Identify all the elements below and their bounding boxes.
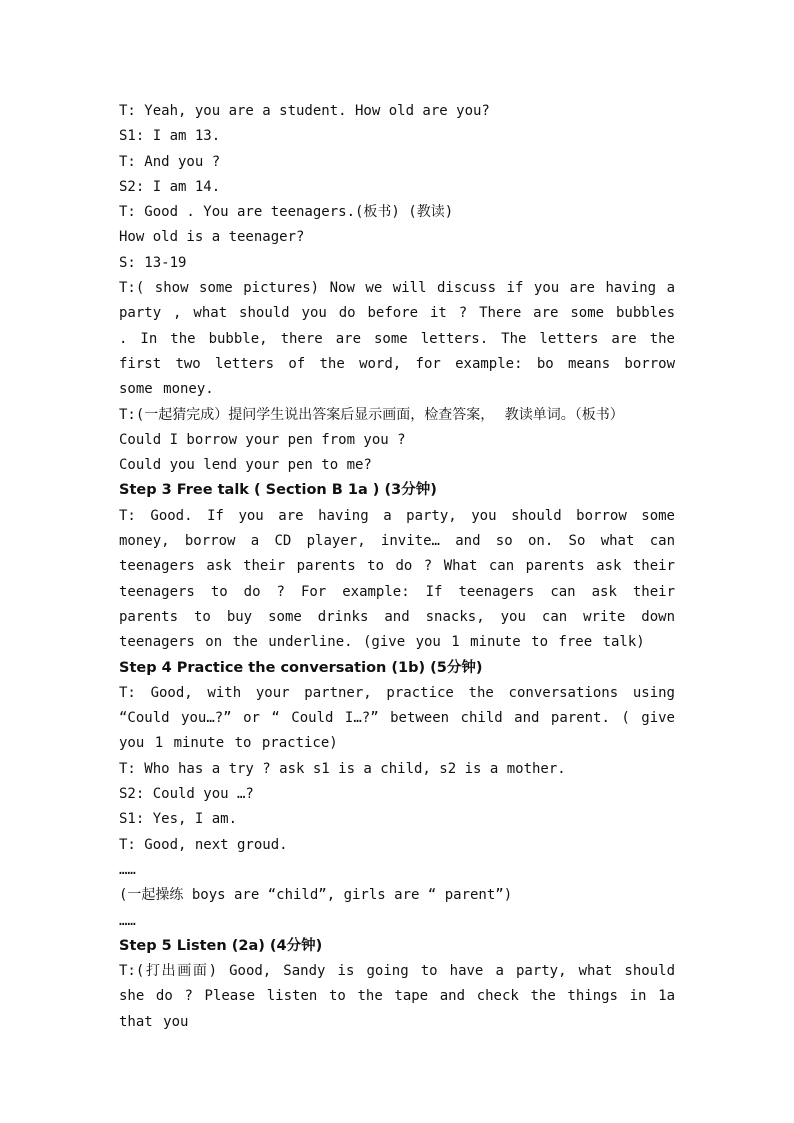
document-page [119,99,675,1035]
text-line: T: Yeah, you are a student. How old are you? [119,103,490,119]
paragraph-guess: T:(一起猜完成）提问学生说出答案后显示画面，检查答案， 教读单词。（板书） [119,406,624,423]
paragraph-bubbles: T:( show some pictures) Now we will discuss if you are having a party , what should you do before it ? There are some bubbles . In the bubble, there are some letters. The letters are the first two letters of the word, for example: bo means borrow some money. [119,280,675,398]
text-line: (一起操练 boys are “child”, girls are “ parent”) [119,887,513,904]
step4-heading: Step 4 Practice the conversation (1b) (5分钟) [119,659,483,676]
step3-heading: Step 3 Free talk ( Section B 1a ) (3分钟) [119,482,437,499]
text-line: S1: I am 13. [119,128,221,145]
ellipsis-line: …… [119,861,136,878]
text-line: T: Good . You are teenagers.(板书) (教读) [119,204,454,221]
text-line: S: 13-19 [119,254,187,271]
text-line: S1: Yes, I am. [119,811,238,828]
text-line: S2: Could you …? [119,786,254,803]
ellipsis-line: …… [119,912,136,929]
paragraph-practice: T: Good, with your partner, practice the conversations using “Could you…?” or “ Could I…?” between child and parent. ( give you 1 minute to practice) [119,684,675,752]
text-line: Could I borrow your pen from you ? [119,431,406,448]
text-line: T: Who has a try ? ask s1 is a child, s2 is a mother. [119,760,566,777]
step5-heading: Step 5 Listen (2a) (4分钟) [119,937,323,954]
paragraph-free-talk: T: Good. If you are having a party, you should borrow some money, borrow a CD player, invite… and so on. So what can teenagers ask their parents to do ? What can parents ask their teenagers to do ? For example: If teenagers can ask their parents to buy some drinks and snacks, you can write down teenagers on the underline. (give you 1 minute to free talk) [119,507,675,651]
text-line: S2: I am 14. [119,178,221,195]
text-line: Could you lend your pen to me? [119,457,372,474]
text-line: T: And you ? [119,153,221,170]
text-line: How old is a teenager? [119,229,305,246]
paragraph-listen: T:(打出画面) Good, Sandy is going to have a party, what should she do ? Please listen to the tape and check the things in 1a that you [119,963,675,1030]
text-line: T: Good, next groud. [119,836,288,853]
